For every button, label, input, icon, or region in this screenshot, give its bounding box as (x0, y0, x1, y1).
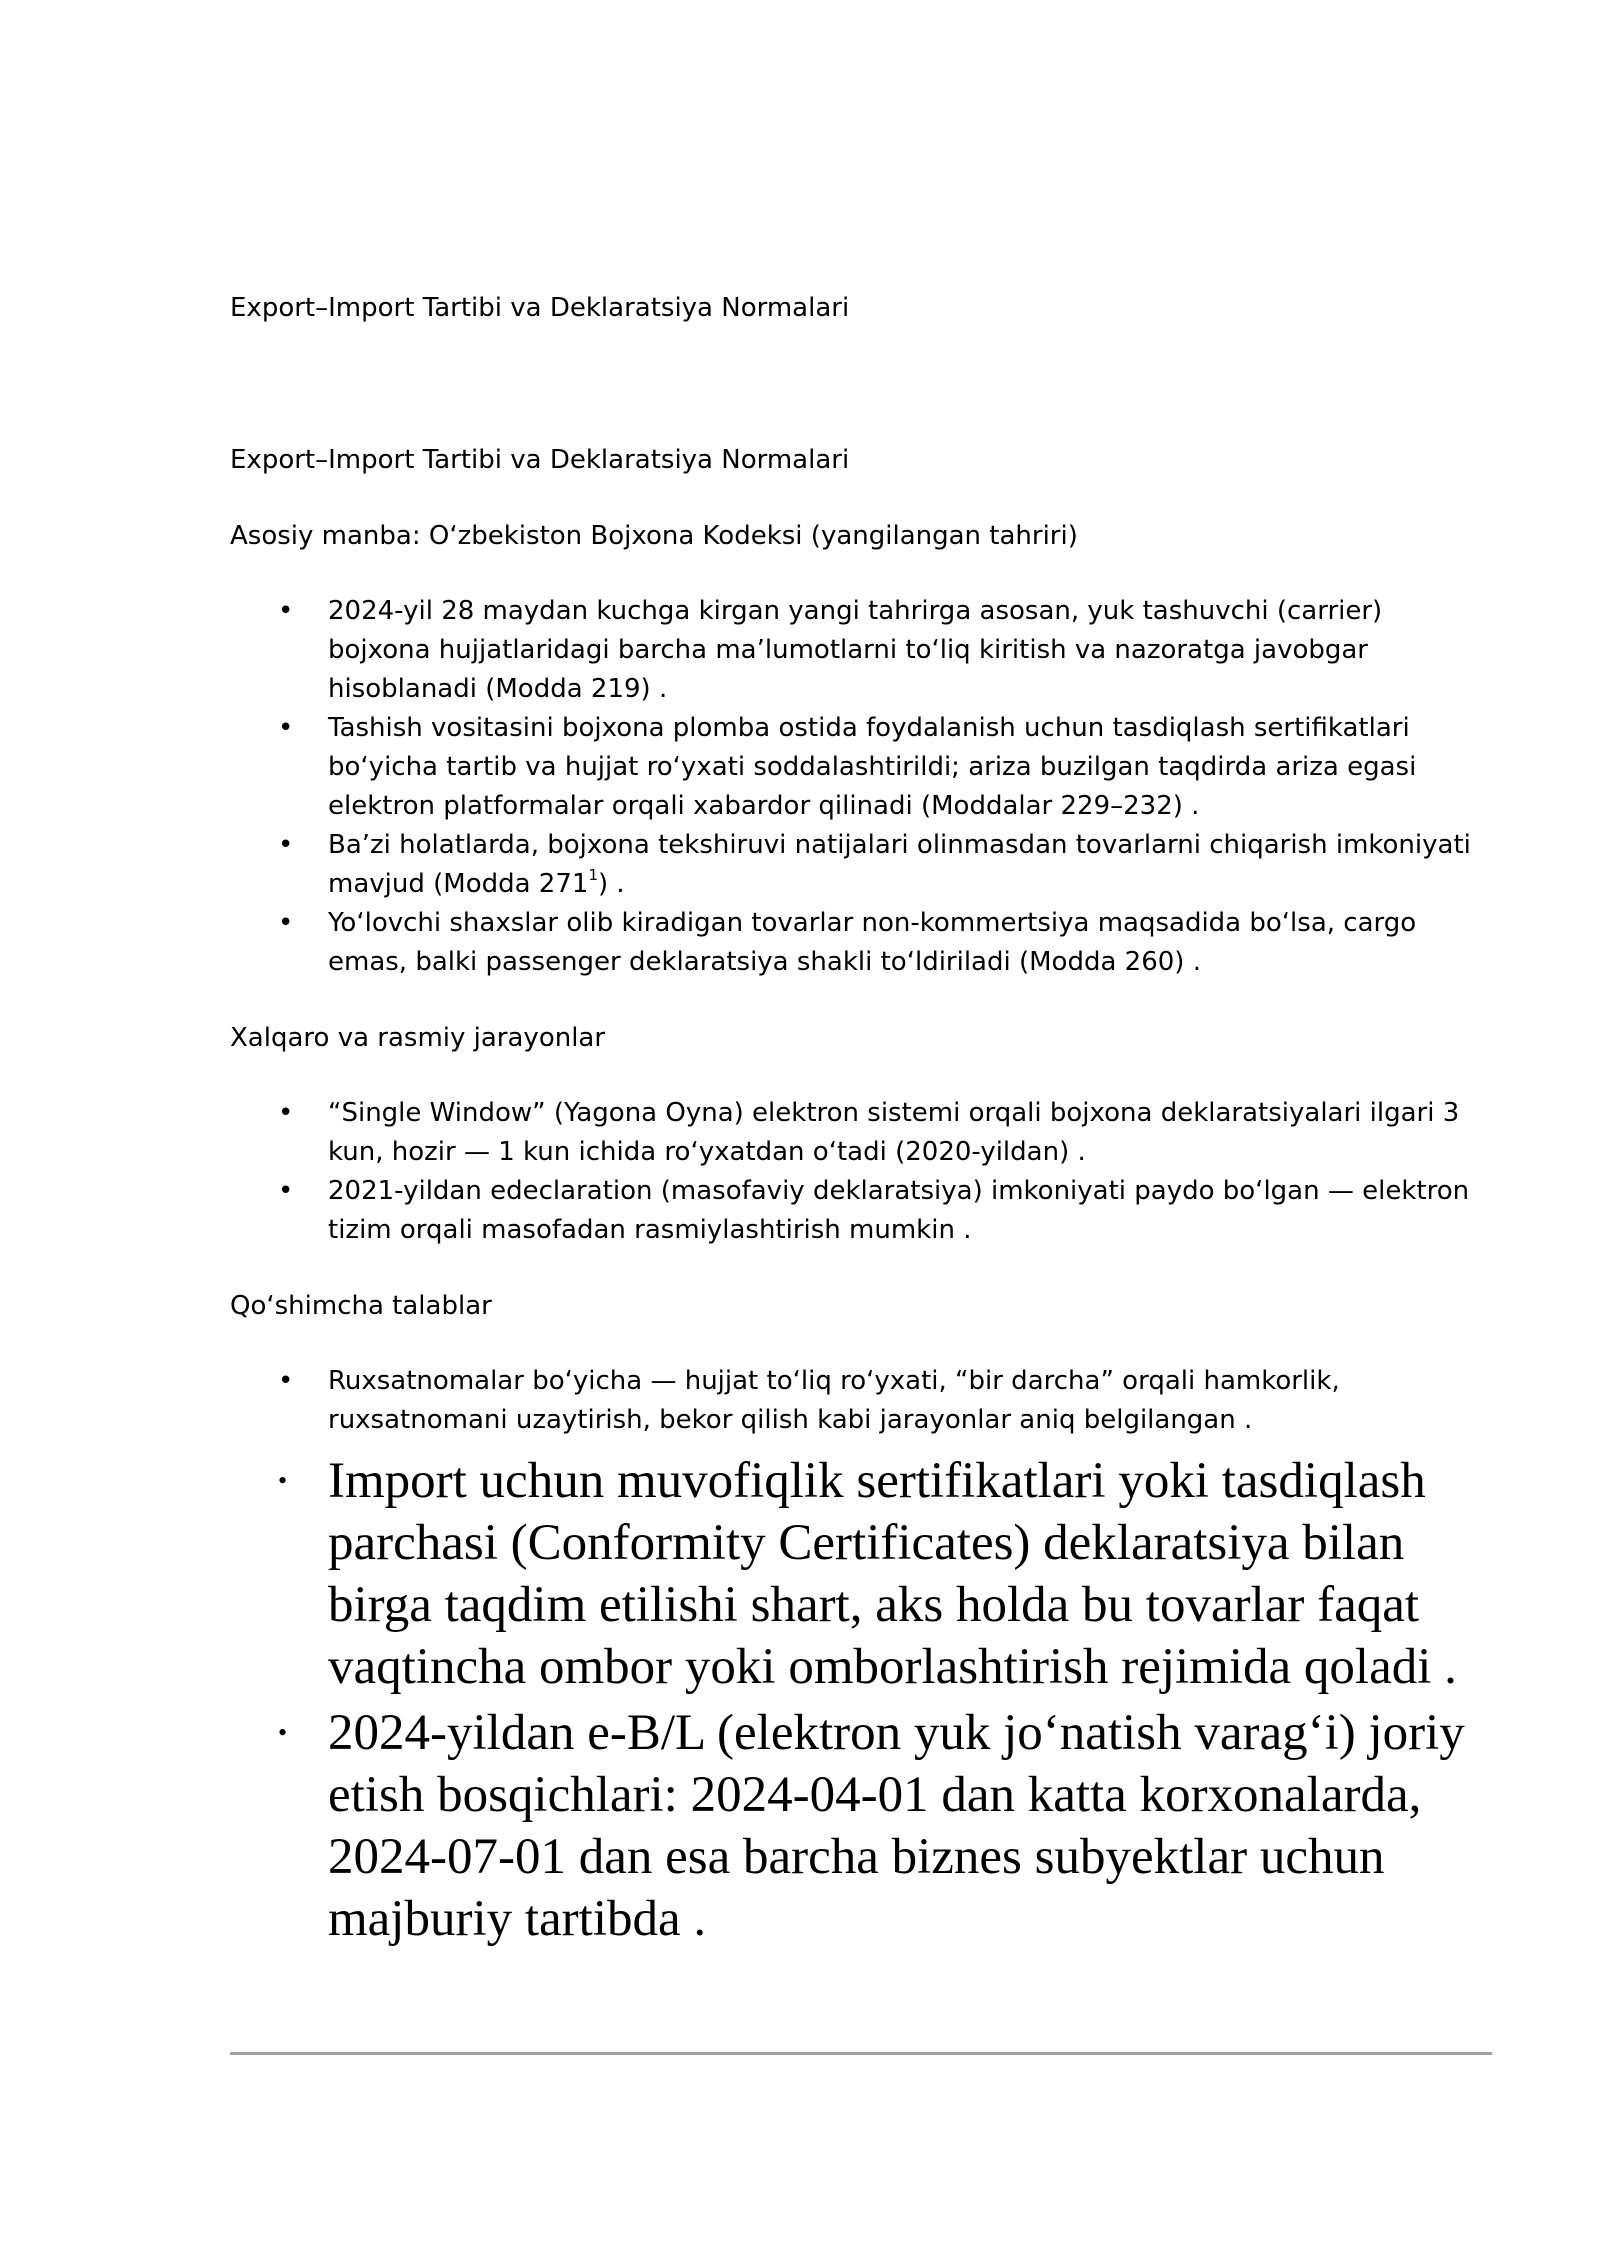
section-heading-additional: Qo‘shimcha talablar (230, 1291, 492, 1321)
bullet-icon: • (278, 713, 294, 743)
bullet-icon: • (278, 1466, 288, 1495)
list-item: • Ruxsatnomalar bo‘yicha — hujjat to‘liq ro‘yxati, “bir darcha” orqali hamkorlik, ruxsatnomani uzaytirish, bekor qilish kabi jarayonlar aniq belgilangan . (230, 1362, 1492, 1440)
bullet-icon: • (278, 1718, 288, 1747)
list-item: • Import uchun muvofiqlik sertifikatlari yoki tasdiqlash parchasi (Conformity Certificates) deklaratsiya bilan birga taqdim etilishi shart, aks holda bu tovarlar faqat vaqtincha ombor yoki omborlashtirish rejimida qoladi . (230, 1450, 1492, 1698)
list-item: • “Single Window” (Yagona Oyna) elektron sistemi orqali bojxona deklaratsiyalari ilgari 3 kun, hozir — 1 kun ichida ro‘yxatdan o‘tadi (2020-yildan) . (230, 1094, 1492, 1172)
section2-list (230, 1094, 1492, 1250)
list-item: • 2024-yildan e-B/L (elektron yuk jo‘natish varag‘i) joriy etish bosqichlari: 2024-04-01 dan katta korxonalarda, 2024-07-01 dan esa barcha biznes subyektlar uchun majburiy tartibda . (230, 1702, 1492, 1950)
section3-list (230, 1362, 1492, 1440)
document-title: Export–Import Tartibi va Deklaratsiya Normalari (230, 445, 850, 475)
superscript: 1 (588, 866, 598, 885)
section3-large-list (230, 1450, 1492, 1950)
bullet-icon: • (278, 1098, 294, 1128)
bullet-icon: • (278, 908, 294, 938)
document-header: Export–Import Tartibi va Deklaratsiya Normalari (230, 293, 850, 323)
list-item: • 2021-yildan edeclaration (masofaviy deklaratsiya) imkoniyati paydo bo‘lgan — elektron tizim orqali masofadan rasmiylashtirish mumkin . (230, 1172, 1492, 1250)
list-item: • 2024-yil 28 maydan kuchga kirgan yangi tahrirga asosan, yuk tashuvchi (carrier) bojxona hujjatlaridagi barcha ma’lumotlarni to‘liq kiritish va nazoratga javobgar hisoblanadi (Modda 219) . (230, 592, 1492, 709)
horizontal-divider (230, 2052, 1492, 2055)
bullet-icon: • (278, 1366, 294, 1396)
section-heading-international: Xalqaro va rasmiy jarayonlar (230, 1023, 606, 1053)
list-item: • Yo‘lovchi shaxslar olib kiradigan tovarlar non-kommertsiya maqsadida bo‘lsa, cargo emas, balki passenger deklaratsiya shakli to‘ldiriladi (Modda 260) . (230, 904, 1492, 982)
bullet-icon: • (278, 596, 294, 626)
list-item: • Tashish vositasini bojxona plomba ostida foydalanish uchun tasdiqlash sertifikatlari bo‘yicha tartib va hujjat ro‘yxati soddalashtirildi; ariza buzilgan taqdirda ariza egasi elektron platformalar orqali xabardor qilinadi (Moddalar 229–232) . (230, 709, 1492, 826)
section1-list (230, 592, 1492, 982)
document-content (230, 288, 1492, 1954)
source-line: Asosiy manba: O‘zbekiston Bojxona Kodeksi (yangilangan tahriri) (230, 521, 1078, 551)
bullet-icon: • (278, 1176, 294, 1206)
list-item: • Ba’zi holatlarda, bojxona tekshiruvi natijalari olinmasdan tovarlarni chiqarish imkoniyati mavjud (Modda $271^1$) . (230, 826, 1492, 904)
bullet-icon: • (278, 830, 294, 860)
